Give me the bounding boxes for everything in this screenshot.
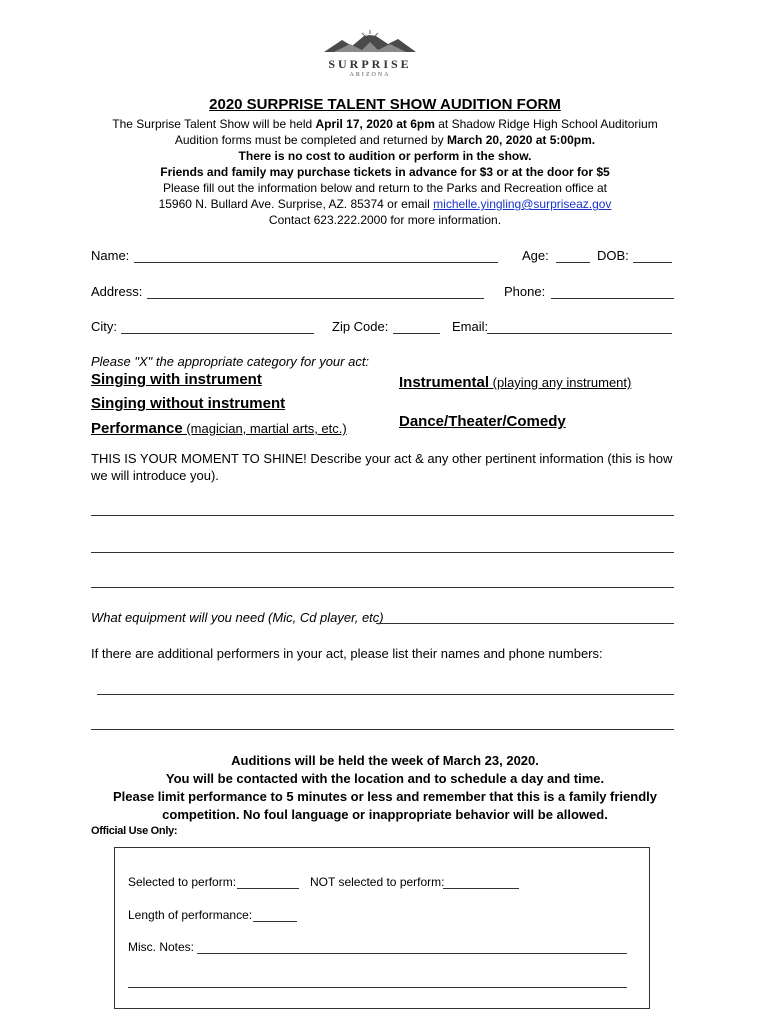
auditions-line-1: Auditions will be held the week of March 23, 2020. (231, 753, 539, 768)
intro-block (0, 116, 770, 228)
intro-line-3: There is no cost to audition or perform in the show. (238, 149, 532, 163)
surprise-logo (320, 30, 420, 82)
notes-label: Misc. Notes: (128, 940, 195, 954)
performance-note: (magician, martial arts, etc.) (182, 421, 347, 436)
category-performance[interactable]: Performance (magician, martial arts, etc.) (91, 420, 347, 437)
describe-line-2[interactable] (91, 552, 674, 553)
intro-line-4: Friends and family may purchase tickets in advance for $3 or at the door for $5 (160, 165, 610, 179)
city-label: City: (91, 319, 117, 334)
not-selected-label: NOT selected to perform: (310, 875, 445, 889)
official-use-box (114, 847, 650, 1009)
email-link[interactable]: michelle.yingling@surpriseaz.gov (433, 197, 612, 211)
category-singing-with-instrument[interactable]: Singing with instrument (91, 371, 262, 388)
intro-line-7: Contact 623.222.2000 for more information. (268, 213, 502, 227)
auditions-line-2: You will be contacted with the location and to schedule a day and time. (165, 771, 605, 786)
describe-line-3[interactable] (91, 587, 674, 588)
dob-field[interactable] (633, 262, 672, 263)
name-label: Name: (91, 248, 130, 263)
address-field[interactable] (147, 298, 484, 299)
auditions-line-3: Please limit performance to 5 minutes or less and remember that this is a family friendly (112, 789, 657, 804)
name-field[interactable] (134, 262, 498, 263)
auditions-info (0, 752, 770, 824)
category-instrumental[interactable]: Instrumental (playing any instrument) (399, 374, 632, 391)
form-title: 2020 SURPRISE TALENT SHOW AUDITION FORM (209, 96, 561, 113)
phone-label: Phone: (504, 284, 546, 299)
selected-label: Selected to perform: (128, 875, 237, 889)
official-use-label: Official Use Only: (91, 825, 178, 837)
logo-subtitle: ARIZONA (349, 72, 391, 78)
category-prompt: Please "X" the appropriate category for your act: (91, 354, 370, 369)
additional-performers-label: If there are additional performers in your act, please list their names and phone numbers: (91, 646, 603, 661)
additional-line-2[interactable] (91, 729, 674, 730)
age-field[interactable] (556, 262, 590, 263)
additional-line-1[interactable] (97, 694, 674, 695)
zip-label: Zip Code: (332, 319, 389, 334)
city-field[interactable] (121, 333, 314, 334)
equipment-field[interactable] (376, 623, 674, 624)
intro-line-5: Please fill out the information below and return to the Parks and Recreation office at (162, 181, 608, 195)
dob-label: DOB: (597, 248, 629, 263)
mountain-sun-icon (320, 30, 420, 56)
auditions-line-4: competition. No foul language or inappropriate behavior will be allowed. (162, 807, 608, 822)
describe-line-1[interactable] (91, 515, 674, 516)
email-field[interactable] (487, 333, 672, 334)
address-label: Address: (91, 284, 143, 299)
zip-field[interactable] (393, 333, 440, 334)
equipment-label: What equipment will you need (Mic, Cd player, etc) (91, 610, 384, 625)
notes-field-line-2[interactable] (128, 987, 627, 988)
selected-field[interactable] (237, 888, 299, 889)
notes-field-line-1[interactable] (197, 953, 627, 954)
not-selected-field[interactable] (443, 888, 519, 889)
length-label: Length of performance: (128, 908, 253, 922)
intro-line-2: Audition forms must be completed and returned by March 20, 2020 at 5:00pm. (174, 133, 596, 147)
category-singing-without-instrument[interactable]: Singing without instrument (91, 395, 286, 412)
intro-line-6: 15960 N. Bullard Ave. Surprise, AZ. 85374 or email michelle.yingling@surpriseaz.gov (158, 197, 612, 211)
instrumental-note: (playing any instrument) (489, 375, 632, 390)
category-dance-theater-comedy[interactable]: Dance/Theater/Comedy (399, 413, 566, 430)
phone-field[interactable] (551, 298, 674, 299)
age-label: Age: (522, 248, 549, 263)
email-label: Email: (452, 319, 489, 334)
logo-wordmark: SURPRISE (328, 57, 412, 71)
length-field[interactable] (253, 921, 297, 922)
intro-line-1: The Surprise Talent Show will be held April 17, 2020 at 6pm at Shadow Ridge High School Auditorium (112, 117, 658, 131)
describe-act-prompt: THIS IS YOUR MOMENT TO SHINE! Describe your act & any other pertinent information (this is how we will introduce you). (91, 451, 673, 483)
